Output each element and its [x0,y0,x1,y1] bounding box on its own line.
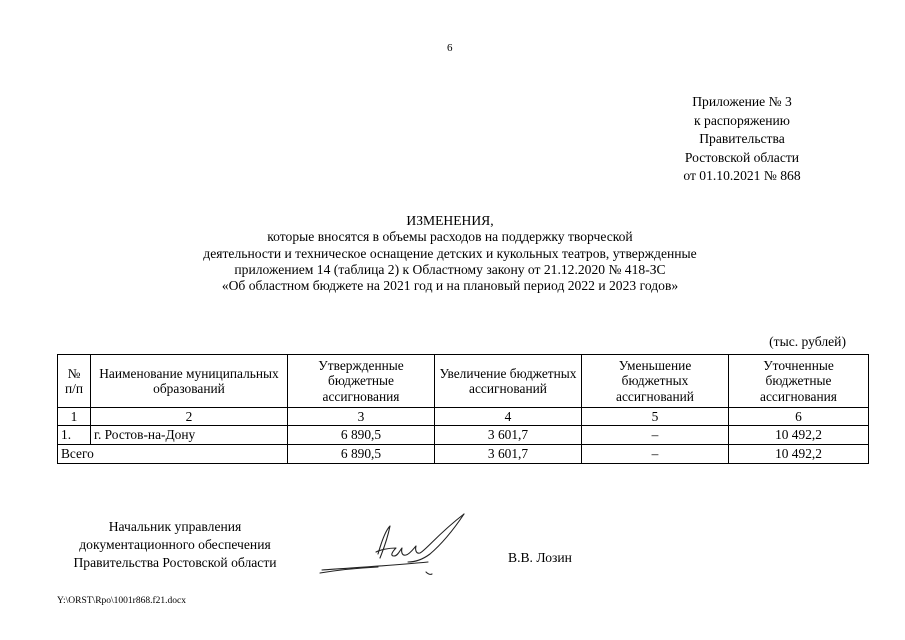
municipality-name: г. Ростов-на-Дону [91,426,288,445]
header-refined: Уточненные бюджетные ассигнования [729,355,869,408]
row-number: 1. [58,426,91,445]
changes-table [57,354,869,464]
column-number: 1 [58,408,91,426]
column-number-row [58,408,869,426]
header-number: № п/п [58,355,91,408]
signatory-title-line: документационного обеспечения [79,537,271,552]
title-line: которые вносятся в объемы расходов на поддержку творческой [267,229,633,245]
appendix-line: от 01.10.2021 № 868 [683,168,801,183]
table-row [58,426,869,445]
appendix-line: Правительства [699,131,785,146]
total-increase: 3 601,7 [435,445,582,464]
table-header-row [58,355,869,408]
units-label: (тыс. рублей) [769,334,846,349]
column-number: 5 [582,408,729,426]
total-approved: 6 890,5 [288,445,435,464]
increase-value: 3 601,7 [435,426,582,445]
title-line: «Об областном бюджете на 2021 год и на плановый период 2022 и 2023 годов» [221,278,679,294]
signatory-title-line: Начальник управления [108,519,242,534]
total-row [58,445,869,464]
page-number: 6 [447,42,453,54]
appendix-line: к распоряжению [694,112,790,128]
decrease-value: – [582,426,729,445]
column-number: 4 [435,408,582,426]
refined-value: 10 492,2 [729,426,869,445]
total-refined: 10 492,2 [729,445,869,464]
header-approved: Утвержденные бюджетные ассигнования [288,355,435,408]
title-line: деятельности и техническое оснащение детских и кукольных театров, утвержденные [203,245,697,261]
approved-value: 6 890,5 [288,426,435,445]
title-heading: ИЗМЕНЕНИЯ, [406,213,494,228]
handwritten-signature [318,512,468,582]
header-decrease: Уменьшение бюджетных ассигнований [582,355,729,408]
signatory-title [55,518,295,572]
title-line: приложением 14 (таблица 2) к Областному закону от 21.12.2020 № 418-ЗС [234,261,666,277]
signatory-title-line: Правительства Ростовской области [73,555,277,570]
header-name: Наименование муниципальных образований [91,355,288,408]
column-number: 3 [288,408,435,426]
total-label: Всего [58,445,288,464]
appendix-line: Ростовской области [684,149,800,165]
file-path: Y:\ORST\Rpo\1001r868.f21.docx [57,596,186,606]
appendix-block [660,93,824,186]
total-decrease: – [582,445,729,464]
header-increase: Увеличение бюджетных ассигнований [435,355,582,408]
signatory-name: В.В. Лозин [508,550,572,565]
document-title [150,213,750,294]
column-number: 2 [91,408,288,426]
appendix-line: Приложение № 3 [692,94,792,109]
column-number: 6 [729,408,869,426]
